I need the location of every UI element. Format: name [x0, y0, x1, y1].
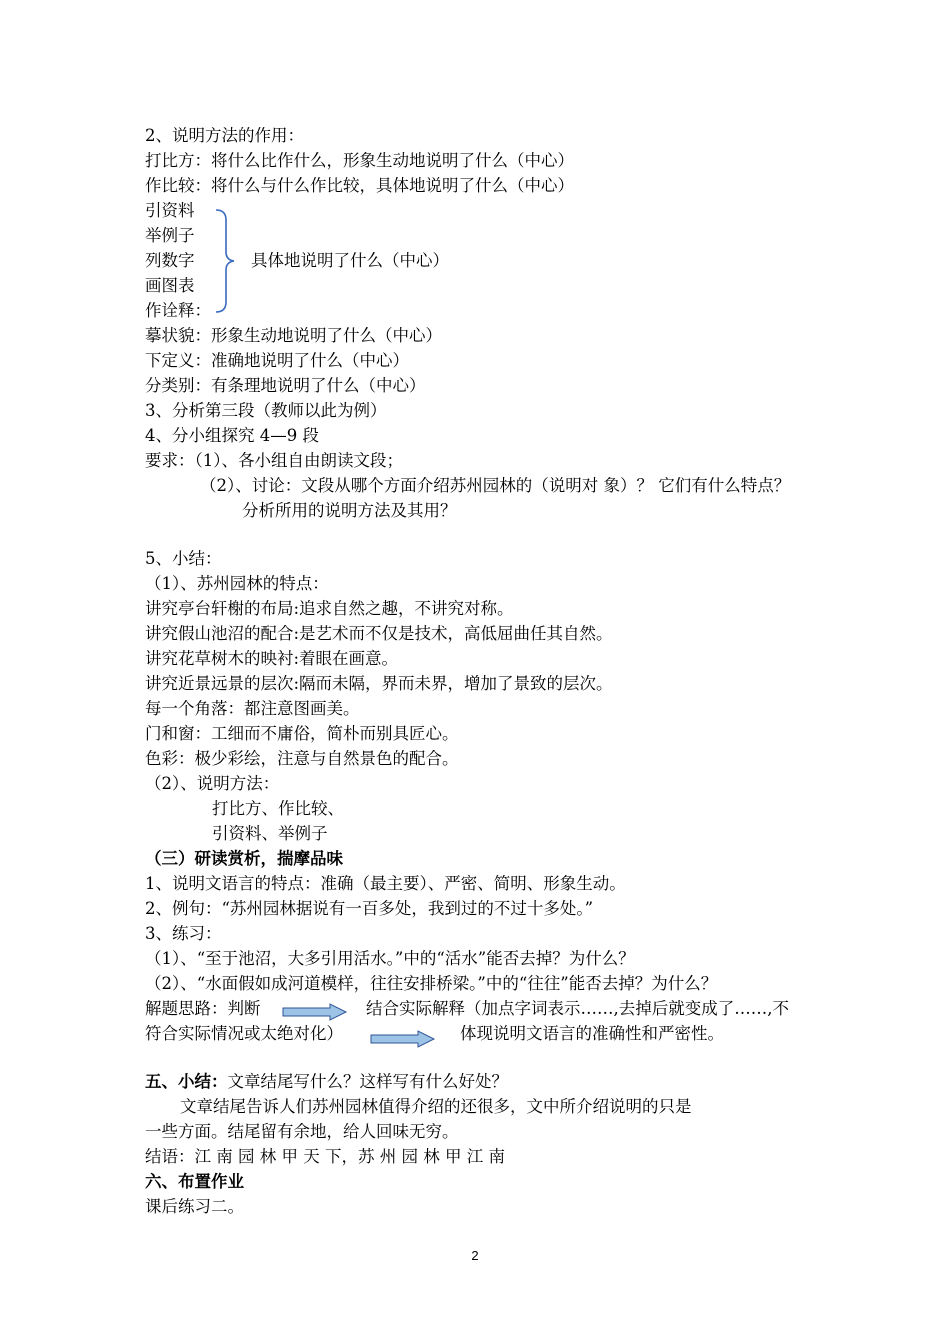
text-line: （2）、说明方法：: [145, 774, 280, 793]
text-line: 引资料: [145, 201, 195, 220]
text-line: 课后练习二。: [145, 1197, 244, 1216]
right-arrow-icon: [370, 1030, 436, 1048]
text-line: 讲究亭台轩榭的布局:追求自然之趣，不讲究对称。: [145, 599, 514, 618]
text-line: 作比较：将什么与什么作比较，具体地说明了什么（中心）: [145, 176, 574, 195]
text-line: 文章结尾告诉人们苏州园林值得介绍的还很多，文中所介绍说明的只是: [180, 1097, 692, 1116]
text-line: 体现说明文语言的准确性和严密性。: [460, 1024, 724, 1043]
text-line: 2、说明方法的作用：: [145, 126, 304, 145]
text-line: 讲究近景远景的层次:隔而未隔，界而未界，增加了景致的层次。: [145, 674, 613, 693]
text-line: 分类别：有条理地说明了什么（中心）: [145, 376, 426, 395]
text-line: 摹状貌：形象生动地说明了什么（中心）: [145, 326, 442, 345]
text-line: 列数字: [145, 251, 195, 270]
text-line: 色彩：极少彩绘，注意与自然景色的配合。: [145, 749, 459, 768]
text-line: 作诠释：: [145, 301, 211, 320]
text-line: 打比方：将什么比作什么，形象生动地说明了什么（中心）: [145, 151, 574, 170]
text-line: 要求：（1）、各小组自由朗读文段；: [145, 451, 403, 470]
text-line: 结合实际解释（加点字词表示……,去掉后就变成了……,不: [366, 999, 789, 1018]
text-line: 符合实际情况或太绝对化）: [145, 1024, 343, 1043]
text-line: （2）、“水面假如成河道模样，往往安排桥梁。”中的“往往”能否去掉？为什么？: [145, 974, 718, 993]
text-line: 3、分析第三段（教师以此为例）: [145, 401, 387, 420]
text-line: 5、小结：: [145, 549, 222, 568]
text-line: 打比方、作比较、: [212, 799, 344, 818]
text-line: 门和窗：工细而不庸俗，简朴而别具匠心。: [145, 724, 459, 743]
text-line: （1）、苏州园林的特点：: [145, 574, 329, 593]
text-line: 引资料、举例子: [212, 824, 328, 843]
section-heading: 六、布置作业: [145, 1172, 244, 1191]
text-line: 每一个角落：都注意图画美。: [145, 699, 360, 718]
text-line: 3、练习：: [145, 924, 222, 943]
section-heading: （三）研读赏析，揣摩品味: [145, 849, 343, 868]
text-line: 画图表: [145, 276, 195, 295]
text-line: 分析所用的说明方法及其用？: [242, 501, 457, 520]
summary-line: [145, 1070, 508, 1094]
curly-brace-icon: [212, 208, 240, 314]
text-fragment: 文章结尾写什么？这样写有什么好处？: [227, 1072, 508, 1091]
text-line: 结语：江 南 园 林 甲 天 下，苏 州 园 林 甲 江 南: [145, 1147, 505, 1166]
right-arrow-icon: [282, 1003, 348, 1021]
text-line: 一些方面。结尾留有余地，给人回味无穷。: [145, 1122, 459, 1141]
text-line: 举例子: [145, 226, 195, 245]
text-line: 讲究假山池沼的配合:是艺术而不仅是技术，高低屈曲任其自然。: [145, 624, 613, 643]
text-line: 解题思路：判断: [145, 999, 261, 1018]
text-line: 2、例句：“苏州园林据说有一百多处，我到过的不过十多处。”: [145, 899, 594, 918]
text-line: 下定义：准确地说明了什么（中心）: [145, 351, 409, 370]
brace-summary: 具体地说明了什么（中心）: [251, 251, 449, 270]
page-number: 2: [471, 1248, 479, 1263]
text-line: （2）、讨论：文段从哪个方面介绍苏州园林的（说明对 象）？ 它们有什么特点？: [200, 476, 791, 495]
text-line: （1）、“至于池沼，大多引用活水。”中的“活水”能否去掉？为什么？: [145, 949, 635, 968]
text-line: 讲究花草树木的映衬:着眼在画意。: [145, 649, 399, 668]
section-heading: 五、小结：: [145, 1072, 228, 1091]
text-line: 1、说明文语言的特点：准确（最主要）、严密、简明、形象生动。: [145, 874, 626, 893]
text-line: 4、分小组探究 4—9 段: [145, 426, 319, 445]
